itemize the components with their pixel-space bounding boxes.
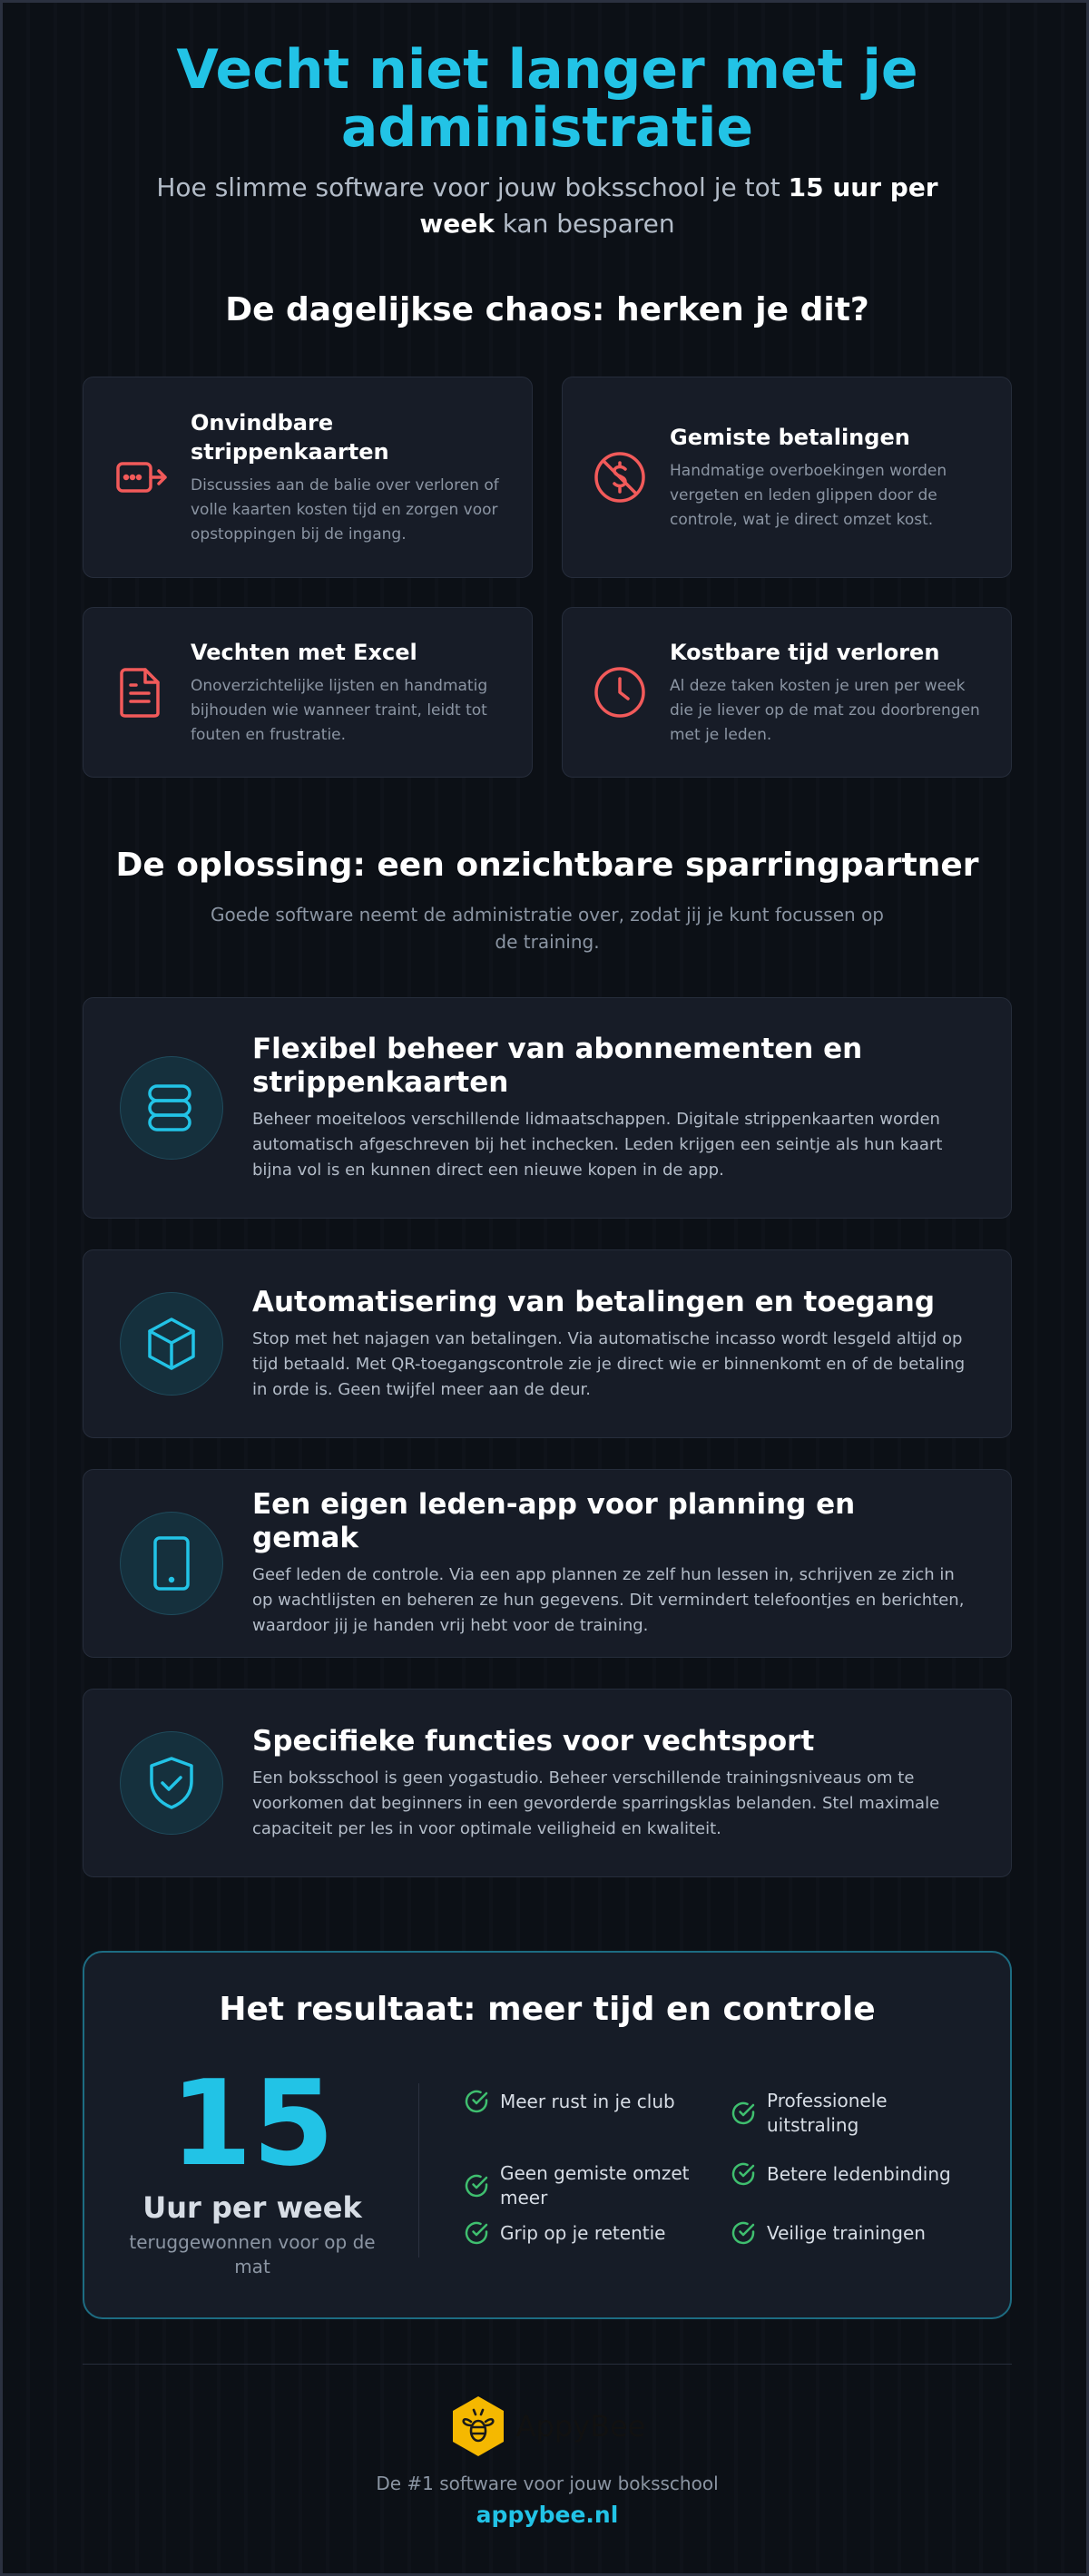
no-money-icon xyxy=(592,449,648,505)
solution-item-desc: Beheer moeiteloos verschillende lidmaatschappen. Digitale strippenkaarten worden automatisch afgeschreven bij het inchecken. Leden krijgen een seintje als hun kaart bijna vol is en kunnen direct een nieuwe kopen in de app. xyxy=(252,1110,943,1180)
problem-card xyxy=(562,607,1012,778)
check-circle-icon xyxy=(464,2220,489,2246)
card-arrow-icon xyxy=(113,449,169,505)
footer-tagline: De #1 software voor jouw boksschool xyxy=(376,2473,719,2494)
brand-logo[interactable] xyxy=(3,2395,1089,2458)
problem-card xyxy=(83,607,533,778)
benefit-label: Geen gemiste omzet meer xyxy=(500,2162,690,2209)
benefit-label: Meer rust in je club xyxy=(500,2090,675,2112)
benefit-label: Grip op je retentie xyxy=(500,2221,666,2244)
hero-subtitle-part: kan besparen xyxy=(494,209,675,239)
hours-saved-sub: teruggewonnen voor op de mat xyxy=(129,2231,376,2277)
footer-url-link[interactable]: appybee.nl xyxy=(476,2502,619,2528)
hero-subtitle-highlight: 15 uur per week xyxy=(419,172,938,239)
benefit-item xyxy=(731,2089,985,2138)
check-circle-icon xyxy=(731,2161,756,2187)
benefit-label: Betere ledenbinding xyxy=(767,2162,951,2185)
solution-item-title: Specifieke functies voor vechtsport xyxy=(252,1724,815,1758)
solution-card xyxy=(83,1249,1012,1438)
benefit-item xyxy=(731,2220,985,2246)
hours-saved-number: 15 xyxy=(170,2054,335,2192)
check-circle-icon xyxy=(731,2220,756,2246)
problem-title: Gemiste betalingen xyxy=(670,424,910,450)
solution-subtitle: Goede software neemt de administratie over, zodat jij je kunt focussen op de training. xyxy=(210,904,884,953)
clock-icon xyxy=(592,664,648,720)
benefit-item xyxy=(731,2161,985,2187)
problem-desc: Onoverzichtelijke lijsten en handmatig bijhouden wie wanneer traint, leidt tot fouten en frustratie. xyxy=(191,676,488,744)
result-title: Het resultaat: meer tijd en controle xyxy=(219,1991,876,2028)
footer-divider xyxy=(83,2364,1012,2365)
solution-item-title: Een eigen leden-app voor planning en gemak xyxy=(252,1488,856,1554)
solution-item-title: Flexibel beheer van abonnementen en strippenkaarten xyxy=(252,1033,863,1099)
problem-title: Kostbare tijd verloren xyxy=(670,639,940,665)
hero-subtitle xyxy=(139,170,956,242)
problem-desc: Al deze taken kosten je uren per week die je liever op de mat zou doorbrengen met je leden. xyxy=(670,676,980,744)
check-circle-icon xyxy=(464,2173,489,2199)
hero-subtitle-part: Hoe slimme software voor jouw boksschool je tot xyxy=(156,172,789,202)
solution-card xyxy=(83,1689,1012,1877)
solution-card xyxy=(83,997,1012,1219)
benefit-label: Professionele uitstraling xyxy=(767,2090,888,2136)
solution-item-desc: Geef leden de controle. Via een app plannen ze zelf hun lessen in, schrijven ze zich in op wachtlijsten en beheren ze hun gegevens. Dit vermindert telefoontjes en berichten, waardoor jij je handen vrij hebt voor de training. xyxy=(252,1565,965,1635)
benefit-item xyxy=(464,2089,718,2114)
box-icon xyxy=(120,1292,223,1396)
shield-check-icon xyxy=(120,1731,223,1835)
problem-card xyxy=(83,377,533,578)
hero-title: Vecht niet langer met je administratie xyxy=(176,38,918,160)
result-divider xyxy=(418,2083,419,2258)
result-box xyxy=(83,1951,1012,2319)
benefit-item xyxy=(464,2220,718,2246)
card-stack-icon xyxy=(120,1056,223,1160)
solution-item-title: Automatisering van betalingen en toegang xyxy=(252,1285,936,1318)
solution-item-desc: Een boksschool is geen yogastudio. Beheer verschillende trainingsniveaus om te voorkomen dat beginners in een gevorderde sparringsklas belanden. Stel maximale capaciteit per les in voor optimale veiligheid en kwaliteit. xyxy=(252,1768,940,1838)
check-circle-icon xyxy=(731,2101,756,2126)
check-circle-icon xyxy=(464,2089,489,2114)
brand-name: AppyBee xyxy=(515,2409,646,2444)
solution-title: De oplossing: een onzichtbare sparringpartner xyxy=(115,847,979,884)
problem-title: Onvindbare strippenkaarten xyxy=(191,409,389,465)
problems-title: De dagelijkse chaos: herken je dit? xyxy=(225,291,869,328)
bee-hexagon-icon xyxy=(449,2395,507,2458)
hours-saved-label: Uur per week xyxy=(142,2190,362,2225)
problem-desc: Discussies aan de balie over verloren of volle kaarten kosten tijd en zorgen voor opstoppingen bij de ingang. xyxy=(191,475,499,544)
problem-desc: Handmatige overboekingen worden vergeten en leden glippen door de controle, wat je direct omzet kost. xyxy=(670,461,947,529)
document-icon xyxy=(113,664,169,720)
problem-card xyxy=(562,377,1012,578)
benefit-label: Veilige trainingen xyxy=(767,2221,926,2244)
problem-title: Vechten met Excel xyxy=(191,639,417,665)
tablet-icon xyxy=(120,1512,223,1615)
benefit-item xyxy=(464,2161,718,2210)
solution-item-desc: Stop met het najagen van betalingen. Via automatische incasso wordt lesgeld altijd op tijd betaald. Met QR-toegangscontrole zie je direct wie er binnenkomt en of de betaling in orde is. Geen twijfel meer aan de deur. xyxy=(252,1328,966,1399)
solution-card xyxy=(83,1469,1012,1658)
